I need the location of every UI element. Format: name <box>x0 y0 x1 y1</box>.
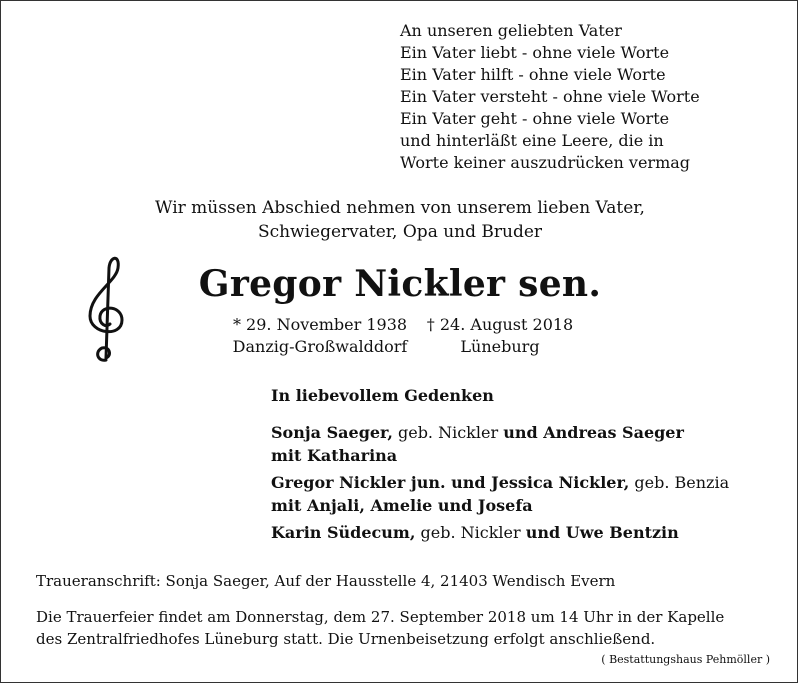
poem-line: und hinterläßt eine Leere, die in <box>400 131 664 150</box>
poem-line: Ein Vater versteht - ohne viele Worte <box>400 87 700 106</box>
family-line: mit Katharina <box>271 446 398 465</box>
ceremony-info <box>36 606 766 650</box>
death-date: † 24. August 2018 <box>426 315 574 334</box>
family-line: Gregor Nickler jun. und Jessica Nickler, geb. Benzia <box>271 473 730 492</box>
death-info <box>405 314 595 358</box>
death-place: Lüneburg <box>460 337 540 356</box>
family-line: Sonja Saeger, geb. Nickler und Andreas Saeger <box>271 423 684 442</box>
intro-line: Wir müssen Abschied nehmen von unserem lieben Vater, <box>155 198 645 218</box>
birth-info <box>220 314 420 358</box>
ceremony-line: Die Trauerfeier findet am Donnerstag, dem 27. September 2018 um 14 Uhr in der Kapelle <box>36 608 725 626</box>
poem-line: Ein Vater liebt - ohne viele Worte <box>400 43 670 62</box>
poem-line: An unseren geliebten Vater <box>400 21 622 40</box>
poem <box>400 20 700 174</box>
poem-line: Ein Vater geht - ohne viele Worte <box>400 109 670 128</box>
family-line: mit Anjali, Amelie und Josefa <box>271 496 533 515</box>
funeral-home: ( Bestattungshaus Pehmöller ) <box>601 653 770 666</box>
intro-text <box>0 196 800 244</box>
poem-line: Worte keiner auszudrücken vermag <box>400 153 691 172</box>
mourners-list <box>271 384 729 544</box>
ceremony-line: des Zentralfriedhofes Lüneburg statt. Die Urnenbeisetzung erfolgt anschließend. <box>36 630 656 648</box>
poem-line: Ein Vater hilft - ohne viele Worte <box>400 65 666 84</box>
mourners-heading: In liebevollem Gedenken <box>271 386 494 405</box>
birth-place: Danzig-Großwalddorf <box>232 337 408 356</box>
intro-line: Schwiegervater, Opa und Bruder <box>257 222 543 242</box>
mourning-address: Traueranschrift: Sonja Saeger, Auf der Hausstelle 4, 21403 Wendisch Evern <box>36 572 616 590</box>
birth-date: * 29. November 1938 <box>232 315 408 334</box>
family-line: Karin Südecum, geb. Nickler und Uwe Bentzin <box>271 523 679 542</box>
deceased-name: Gregor Nickler sen. <box>198 263 602 305</box>
